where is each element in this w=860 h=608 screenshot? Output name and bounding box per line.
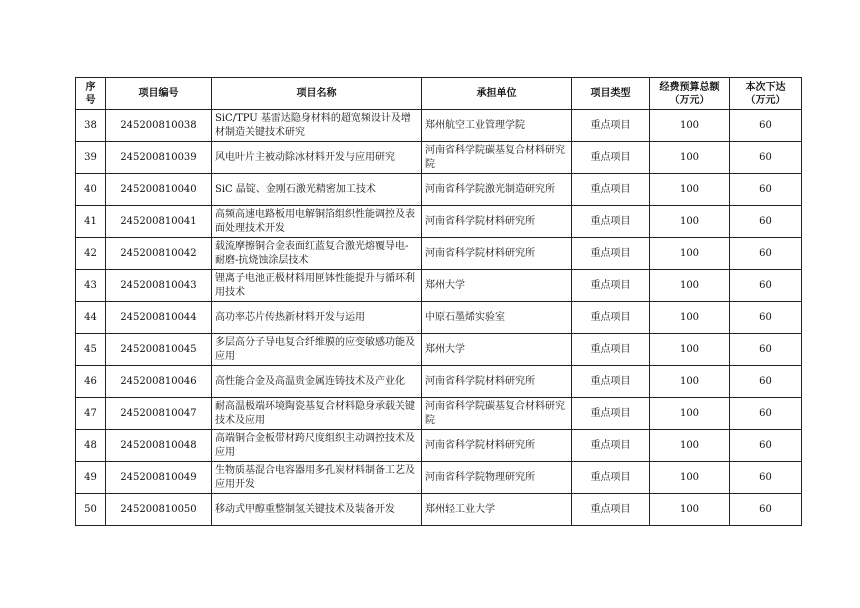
table-row (76, 206, 802, 238)
cell-issued: 60 (730, 398, 802, 430)
cell-type: 重点项目 (572, 430, 650, 462)
cell-code: 245200810038 (106, 110, 212, 142)
table-row (76, 462, 802, 494)
cell-name: 高功率芯片传热新材料开发与运用 (212, 302, 422, 334)
table-row (76, 366, 802, 398)
cell-code: 245200810047 (106, 398, 212, 430)
cell-seq: 44 (76, 302, 106, 334)
cell-type: 重点项目 (572, 238, 650, 270)
cell-type: 重点项目 (572, 110, 650, 142)
cell-type: 重点项目 (572, 334, 650, 366)
table-row (76, 494, 802, 526)
cell-name: 锂离子电池正极材料用匣钵性能提升与循环利用技术 (212, 270, 422, 302)
cell-issued: 60 (730, 110, 802, 142)
cell-name: 多层高分子导电复合纤维膜的应变敏感功能及应用 (212, 334, 422, 366)
table-row (76, 430, 802, 462)
cell-seq: 50 (76, 494, 106, 526)
table-header-row (76, 78, 802, 110)
cell-type: 重点项目 (572, 206, 650, 238)
cell-type: 重点项目 (572, 462, 650, 494)
cell-budget: 100 (650, 110, 730, 142)
cell-org: 郑州大学 (422, 334, 572, 366)
header-type: 项目类型 (572, 78, 650, 110)
table-row (76, 110, 802, 142)
cell-name: 耐高温极端环境陶瓷基复合材料隐身承载关键技术及应用 (212, 398, 422, 430)
table-row (76, 334, 802, 366)
table-row (76, 302, 802, 334)
cell-issued: 60 (730, 366, 802, 398)
cell-org: 河南省科学院材料研究所 (422, 206, 572, 238)
table-row (76, 238, 802, 270)
project-table (75, 77, 802, 526)
cell-issued: 60 (730, 142, 802, 174)
cell-seq: 38 (76, 110, 106, 142)
cell-code: 245200810044 (106, 302, 212, 334)
header-org: 承担单位 (422, 78, 572, 110)
cell-budget: 100 (650, 238, 730, 270)
cell-org: 河南省科学院物理研究所 (422, 462, 572, 494)
cell-issued: 60 (730, 494, 802, 526)
cell-code: 245200810048 (106, 430, 212, 462)
cell-budget: 100 (650, 206, 730, 238)
cell-code: 245200810045 (106, 334, 212, 366)
cell-type: 重点项目 (572, 174, 650, 206)
cell-org: 河南省科学院碳基复合材料研究院 (422, 398, 572, 430)
cell-type: 重点项目 (572, 494, 650, 526)
cell-type: 重点项目 (572, 302, 650, 334)
cell-seq: 47 (76, 398, 106, 430)
cell-budget: 100 (650, 270, 730, 302)
cell-name: 高性能合金及高温贵金属连铸技术及产业化 (212, 366, 422, 398)
cell-budget: 100 (650, 334, 730, 366)
cell-seq: 45 (76, 334, 106, 366)
cell-budget: 100 (650, 494, 730, 526)
cell-code: 245200810050 (106, 494, 212, 526)
cell-seq: 42 (76, 238, 106, 270)
cell-seq: 43 (76, 270, 106, 302)
cell-org: 中原石墨烯实验室 (422, 302, 572, 334)
header-name: 项目名称 (212, 78, 422, 110)
cell-seq: 39 (76, 142, 106, 174)
header-code: 项目编号 (106, 78, 212, 110)
cell-code: 245200810040 (106, 174, 212, 206)
cell-org: 河南省科学院激光制造研究所 (422, 174, 572, 206)
cell-type: 重点项目 (572, 398, 650, 430)
cell-name: SiC/TPU 基雷达隐身材料的超宽频设计及增材制造关键技术研究 (212, 110, 422, 142)
header-budget: 经费预算总额 （万元） (650, 78, 730, 110)
cell-name: 高端铜合金板带材跨尺度组织主动调控技术及应用 (212, 430, 422, 462)
cell-org: 河南省科学院碳基复合材料研究院 (422, 142, 572, 174)
cell-code: 245200810046 (106, 366, 212, 398)
cell-issued: 60 (730, 462, 802, 494)
cell-type: 重点项目 (572, 142, 650, 174)
cell-issued: 60 (730, 270, 802, 302)
cell-code: 245200810041 (106, 206, 212, 238)
cell-seq: 46 (76, 366, 106, 398)
table-row (76, 270, 802, 302)
cell-seq: 40 (76, 174, 106, 206)
cell-name: 载流摩擦铜合金表面红蓝复合激光熔覆导电-耐磨-抗烧蚀涂层技术 (212, 238, 422, 270)
cell-seq: 41 (76, 206, 106, 238)
cell-issued: 60 (730, 238, 802, 270)
cell-name: 生物质基混合电容器用多孔炭材料制备工艺及应用开发 (212, 462, 422, 494)
cell-budget: 100 (650, 366, 730, 398)
cell-issued: 60 (730, 174, 802, 206)
table-row (76, 142, 802, 174)
cell-issued: 60 (730, 334, 802, 366)
header-seq: 序 号 (76, 78, 106, 110)
cell-org: 河南省科学院材料研究所 (422, 430, 572, 462)
cell-issued: 60 (730, 206, 802, 238)
header-issued: 本次下达 （万元） (730, 78, 802, 110)
table-row (76, 398, 802, 430)
cell-name: 高频高速电路板用电解铜箔组织性能调控及表面处理技术开发 (212, 206, 422, 238)
cell-org: 郑州大学 (422, 270, 572, 302)
cell-type: 重点项目 (572, 366, 650, 398)
cell-name: 移动式甲醇重整制氢关键技术及装备开发 (212, 494, 422, 526)
cell-budget: 100 (650, 398, 730, 430)
cell-org: 河南省科学院材料研究所 (422, 366, 572, 398)
cell-type: 重点项目 (572, 270, 650, 302)
table-body (76, 110, 802, 526)
cell-code: 245200810042 (106, 238, 212, 270)
cell-name: SiC 晶锭、金刚石激光精密加工技术 (212, 174, 422, 206)
cell-budget: 100 (650, 174, 730, 206)
cell-budget: 100 (650, 430, 730, 462)
cell-org: 郑州航空工业管理学院 (422, 110, 572, 142)
cell-code: 245200810049 (106, 462, 212, 494)
cell-org: 郑州轻工业大学 (422, 494, 572, 526)
cell-issued: 60 (730, 302, 802, 334)
cell-budget: 100 (650, 142, 730, 174)
cell-budget: 100 (650, 462, 730, 494)
table-row (76, 174, 802, 206)
cell-seq: 48 (76, 430, 106, 462)
cell-code: 245200810039 (106, 142, 212, 174)
cell-seq: 49 (76, 462, 106, 494)
cell-org: 河南省科学院材料研究所 (422, 238, 572, 270)
cell-code: 245200810043 (106, 270, 212, 302)
cell-name: 风电叶片主被动除冰材料开发与应用研究 (212, 142, 422, 174)
cell-budget: 100 (650, 302, 730, 334)
cell-issued: 60 (730, 430, 802, 462)
